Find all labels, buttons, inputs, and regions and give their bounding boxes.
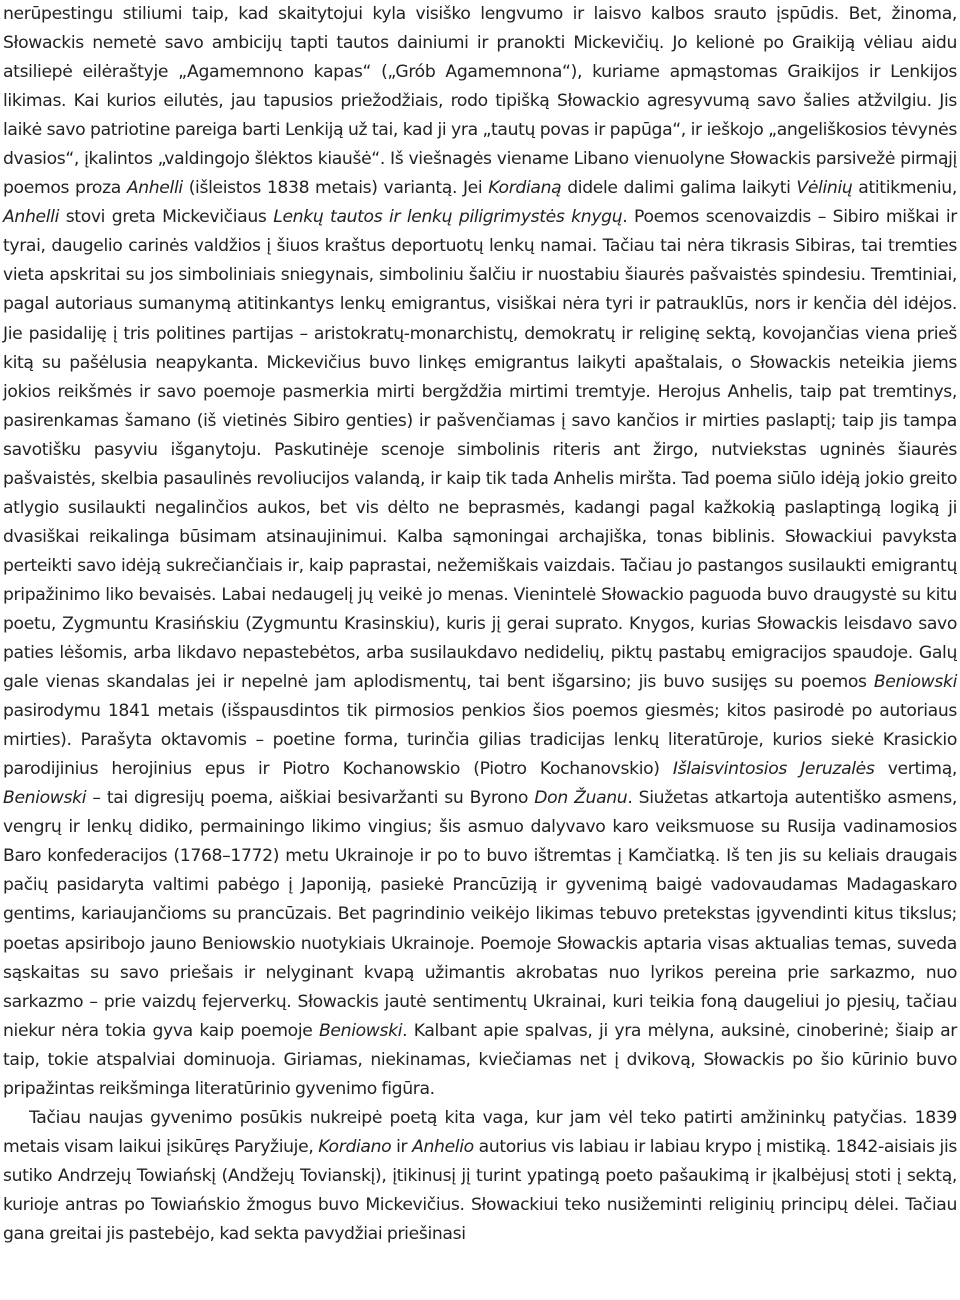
italic-title-text: Beniowski xyxy=(3,788,87,809)
italic-title-text: Kordiano xyxy=(318,1136,392,1157)
italic-title-text: Anhelio xyxy=(412,1136,474,1157)
paragraph-text: ir xyxy=(391,1136,413,1157)
body-paragraph xyxy=(3,1104,957,1249)
paragraph-text: autorius vis labiau ir labiau krypo į mistiką. 1842-aisiais jis sutiko Andrzejų Towiańskį (Andžejų Tovianskį), įtikinusį jį turint ypatingą poeto pašaukimą ir įkalbėjusį stoti į sektą, kurioje antras po Towiańskio žmogus buvo Mickevičius. Słowackiui teko nusižeminti religinių principų dėlei. Tačiau gana greitai jis pastebėjo, kad sekta pavydžiai priešinasi xyxy=(3,1136,957,1244)
italic-title-text: Don Žuanu xyxy=(534,788,628,809)
paragraph-text: (išleistos 1838 metais) variantą. Jei xyxy=(182,178,489,199)
paragraph-text: stovi greta Mickevičiaus xyxy=(59,207,274,228)
italic-title-text: Kordianą xyxy=(488,178,562,199)
italic-title-text: Anhelli xyxy=(3,207,59,228)
paragraph-text: nerūpestingu stiliumi taip, kad skaitytojui kyla visiško lengvumo ir laisvo kalbos srauto įspūdis. Bet, žinoma, Słowackis nemetė savo ambicijų tapti tautos dainiumi ir pranokti Mickevičių. Jo kelionė po Graikiją vėliau aidu atsiliepė eilėraštyje „Agamemnono kapas“ („Grób Agamemnona“), kuriame apmąstomas Graikijos ir Lenkijos likimas. Kai kurios eilutės, jau tapusios priežodžiais, rodo tipišką Słowackio agresyvumą savo šalies atžvilgiu. Jis laikė savo patriotine pareiga barti Lenkiją už tai, kad ji yra „tautų povas ir papūga“, ir ieškojo „angeliškosios tėvynės dvasios“, įkalintos „valdingojo šlėktos kiaušė“. Iš viešnagės viename Libano vienuolyne Słowackis parsivežė pirmąjį poemos proza xyxy=(3,4,957,199)
paragraph-text: . Poemos scenovaizdis – Sibiro miškai ir tyrai, daugelio carinės valdžios į šiuos kraštus deportuotų lenkų namai. Tačiau tai nėra tikrasis Sibiras, tai tremties vieta apskritai su jos simboliniais sniegynais, simboliniu šalčiu ir nuostabiu šiaurės pašvaistės spindesiu. Tremtiniai, pagal autoriaus sumanymą atitinkantys lenkų emigrantus, visiškai nėra tyri ir patrauklūs, nors ir kenčia dėl idėjos. Jie pasidaliję į tris politines partijas – aristokratų-monarchistų, demokratų ir religinę sektą, kovojančias viena prieš kitą su pašėlusia neapykanta. Mickevičius buvo linkęs emigrantus laikyti apaštalais, o Słowackis neteikia jiems jokios reikšmės ir savo poemoje pasmerkia mirti bergždžia mirtimi tremtyje. Herojus Anhelis, taip pat tremtinys, pasirenkamas šamano (iš vietinės Sibiro genties) ir pašvenčiamas į savo kančios ir mirties paslaptį; taip jis tampa savotišku pasyviu išganytoju. Paskutinėje scenoje simbolinis riteris ant žirgo, nutviekstas ugninės šiaurės pašvaistės, skelbia pasaulinės revoliucijos valandą, ir kaip tik tada Anhelis miršta. Tad poema siūlo idėją jokio greito atlygio susilaukti negalinčios aukos, bet vis dėlto ne beprasmės, kadangi pagal kažkokią paslaptingą logiką ji dvasiškai reikalinga būsimam atsinaujinimui. Kalba sąmoningai archajiška, tonas biblinis. Słowackiui pavyksta perteikti savo idėją sukrečiančiais ir, kaip paprastai, nežemiškais vaizdais. Tačiau jo pastangos susilaukti emigrantų pripažinimo liko bevaisės. Labai nedaugelį jų veikė jo menas. Vienintelė Słowackio paguoda buvo draugystė su kitu poetu, Zygmuntu Krasińskiu (Zygmuntu Krasinskiu), kuris jį gerai suprato. Knygos, kurias Słowackis leisdavo savo paties lėšomis, arba likdavo nepastebėtos, arba susilaukdavo nedidelių, piktų pastabų emigracijos spaudoje. Galų gale vienas skandalas jei ir nepelnė jam aplodismentų, tai bent išgarsino; jis buvo susijęs su poemos xyxy=(3,207,958,693)
italic-title-text: Anhelli xyxy=(126,178,183,199)
italic-title-text: Vėlinių xyxy=(796,178,853,199)
paragraph-text: – tai digresijų poema, aiškiai besivaržanti su Byrono xyxy=(86,788,535,809)
paragraph-text: pasirodymu 1841 metais (išspausdintos tik pirmosios penkios šios poemos giesmės; kitos pasirodė po autoriaus mirties). Parašyta oktavomis – poetine forma, turinčia gilias tradicijas lenkų literatūroje, kurios siekė Krasickio parodijinius herojinius epus ir Piotro Kochanowskio (Piotro Kochanovskio) xyxy=(3,701,957,780)
italic-title-text: Beniowski xyxy=(318,1020,403,1041)
paragraph-text: . Siužetas atkartoja autentiško asmens, vengrų ir lenkų didiko, permainingo likimo vingius; šis asmuo dalyvavo karo veiksmuose su Rusija vadinamosios Baro konfederacijos (1768–1772) metu Ukrainoje ir po to buvo ištremtas į Kamčiatką. Iš ten jis su keliais draugais pačių pasidaryta valtimi pabėgo į Japoniją, pasiekė Prancūziją ir gyvenimą baigė vadovaudamas Madagaskaro gentims, kariaujančioms su prancūzais. Bet pagrindinio veikėjo likimas tebuvo pretekstas įgyvendinti kitus tikslus; poetas apsiribojo jauno Beniowskio nuotykiais Ukrainoje. Poemoje Słowackis aptaria visas aktualias temas, suveda sąskaitas su savo priešais ir nelyginant kvapą užimantis akrobatas nuo lyrikos pereina prie sarkazmo, nuo sarkazmo – prie vaizdų fejerverkų. Słowackis jautė sentimentų Ukrainai, kuri teikia foną daugeliui jo pjesių, tačiau niekur nėra tokia gyva kaip poemoje xyxy=(3,788,957,1041)
body-paragraph xyxy=(3,0,957,1104)
italic-title-text: Lenkų tautos ir lenkų piligrimystės knygų xyxy=(273,207,623,228)
paragraph-text: . Kalbant apie spalvas, ji yra mėlyna, auksinė, cinoberinė; šiaip ar taip, tokie atspalviai dominuoja. Giriamas, niekinamas, kviečiamas net į dvikovą, Słowackis po šio kūrinio buvo pripažintas reikšminga literatūrinio gyvenimo figūra. xyxy=(3,1020,958,1099)
paragraph-text: didele dalimi galima laikyti xyxy=(561,178,797,199)
paragraph-text: atitikmeniu, xyxy=(852,178,957,199)
italic-title-text: Beniowski xyxy=(873,672,957,693)
paragraph-text: vertimą, xyxy=(874,759,957,780)
paragraph-text: Tačiau naujas gyvenimo posūkis nukreipė poetą kita vaga, kur jam vėl teko patirti amžininkų patyčias. 1839 metais visam laikui įsikūręs Paryžiuje, xyxy=(3,1107,957,1157)
italic-title-text: Išlaisvintosios Jeruzalės xyxy=(672,759,875,780)
